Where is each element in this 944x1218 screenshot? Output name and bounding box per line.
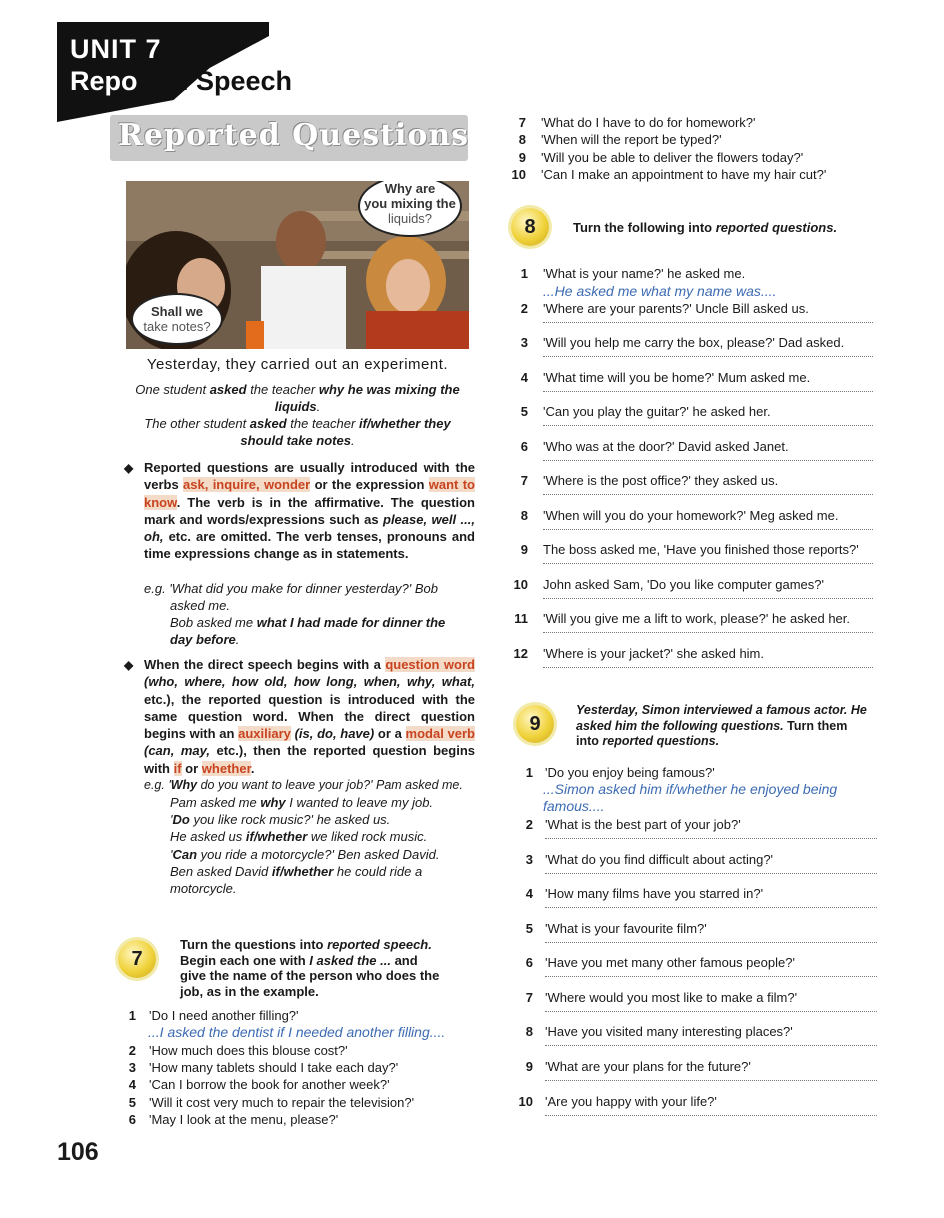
item-number: 6	[525, 955, 533, 970]
rule-1-example-4: day before.	[170, 632, 240, 647]
question-text: 'Do I need another filling?'	[149, 1008, 299, 1023]
answer-line[interactable]	[543, 322, 873, 323]
item-number: 10	[513, 577, 528, 592]
exercise-7-instruction: Turn the questions into reported speech. Begin each one with I asked the ... and give the name of the person who does the job, as in the example.	[180, 937, 440, 999]
answer-line[interactable]	[543, 391, 873, 392]
rule-1-example-3: Bob asked me what I had made for dinner the	[170, 615, 446, 630]
question-text: 'What is your favourite film?'	[545, 921, 707, 936]
item-number: 10	[518, 1094, 533, 1109]
item-number: 3	[520, 335, 528, 350]
item-number: 8	[520, 508, 528, 523]
question-text: 'What time will you be home?' Mum asked me.	[543, 370, 811, 385]
item-number: 7	[518, 115, 526, 130]
answer-line[interactable]	[545, 907, 877, 908]
exercise-8-instruction: Turn the following into reported questions.	[573, 220, 838, 235]
answer-line[interactable]	[545, 1080, 877, 1081]
question-text: 'What do I have to do for homework?'	[541, 115, 756, 130]
question-text: 'Who was at the door?' David asked Janet.	[543, 439, 789, 454]
photo-caption: Yesterday, they carried out an experiment.	[146, 356, 449, 373]
answer-line[interactable]	[543, 460, 873, 461]
intro-line-4: should take notes.	[240, 433, 355, 448]
answer-line[interactable]	[543, 632, 873, 633]
item-number: 9	[525, 1059, 533, 1074]
item-number: 3	[128, 1060, 136, 1075]
answer-line[interactable]	[545, 838, 877, 839]
rule-2: ◆ When the direct speech begins with a question word (who, where, how old, how long, when, why, what, etc.), the reported question is introduced with the same question word. When the direct question begins with an auxiliary (is, do, have) or a modal verb (can, may, etc.), then the reported question begins with if or whether.	[124, 657, 475, 776]
question-text: 'What is your name?' he asked me.	[543, 266, 746, 281]
question-text: 'Where is the post office?' they asked us.	[543, 473, 779, 488]
item-number: 5	[525, 921, 533, 936]
rule-2-example-6: Ben asked David if/whether he could ride a	[170, 864, 423, 879]
question-text: 'Can you play the guitar?' he asked her.	[543, 404, 771, 419]
item-number: 3	[525, 852, 533, 867]
item-number: 11	[514, 611, 528, 626]
item-number: 8	[525, 1024, 533, 1039]
item-number: 6	[128, 1112, 136, 1127]
question-text: 'Will you give me a lift to work, please?' he asked her.	[543, 611, 850, 626]
question-text: 'Where is your jacket?' she asked him.	[543, 646, 764, 661]
speech-bubble-left: Shall we take notes?	[131, 293, 223, 345]
question-text: The boss asked me, 'Have you finished those reports?'	[543, 542, 859, 557]
question-text: 'When will you do your homework?' Meg asked me.	[543, 508, 839, 523]
question-text: 'May I look at the menu, please?'	[149, 1112, 339, 1127]
answer-line[interactable]	[543, 529, 873, 530]
answer-line[interactable]	[543, 494, 873, 495]
item-number: 1	[520, 266, 528, 281]
rule-1-example-1: e.g. 'What did you make for dinner yesterday?' Bob	[144, 581, 439, 596]
answer-line[interactable]	[543, 598, 873, 599]
item-number: 1	[525, 765, 533, 780]
question-text: 'Do you enjoy being famous?'	[545, 765, 715, 780]
item-number: 9	[518, 150, 526, 165]
answer-line[interactable]	[545, 1011, 877, 1012]
item-number: 2	[128, 1043, 136, 1058]
unit-title: UNIT 7	[70, 34, 162, 64]
question-text: 'Will you be able to deliver the flowers today?'	[541, 150, 804, 165]
exercise-9-answer-line-1: ...Simon asked him if/whether he enjoyed being	[543, 781, 838, 797]
item-number: 7	[520, 473, 528, 488]
exercise-7-answer: ...I asked the dentist if I needed another filling....	[148, 1024, 446, 1040]
rule-2-example-5: 'Can you ride a motorcycle?' Ben asked David.	[170, 847, 440, 862]
question-text: 'Will it cost very much to repair the television?'	[149, 1095, 415, 1110]
item-number: 8	[518, 132, 526, 147]
question-text: 'Can I borrow the book for another week?'	[149, 1077, 390, 1092]
item-number: 6	[520, 439, 528, 454]
question-text: 'How many tablets should I take each day?'	[149, 1060, 399, 1075]
answer-line[interactable]	[545, 976, 877, 977]
diamond-bullet-icon: ◆	[124, 658, 134, 672]
question-text: 'Can I make an appointment to have my hair cut?'	[541, 167, 827, 182]
answer-line[interactable]	[545, 1045, 877, 1046]
rule-2-example-3: 'Do you like rock music?' he asked us.	[170, 812, 391, 827]
item-number: 4	[520, 370, 528, 385]
exercise-8-badge: 8	[511, 208, 549, 246]
question-text: 'Where are your parents?' Uncle Bill asked us.	[543, 301, 809, 316]
item-number: 2	[525, 817, 533, 832]
item-number: 5	[128, 1095, 136, 1110]
item-number: 2	[520, 301, 528, 316]
answer-line[interactable]	[545, 1115, 877, 1116]
rule-2-example-4: He asked us if/whether we liked rock music.	[170, 829, 428, 844]
question-text: John asked Sam, 'Do you like computer games?'	[543, 577, 824, 592]
question-text: 'Have you met many other famous people?'	[545, 955, 795, 970]
item-number: 12	[513, 646, 528, 661]
diamond-bullet-icon: ◆	[124, 461, 134, 475]
unit-subtitle: Reported Speech	[70, 66, 293, 96]
section-title: Reported Questions	[118, 118, 470, 153]
rule-2-example-2: Pam asked me why I wanted to leave my job.	[170, 795, 434, 810]
rule-2-example-1: e.g. 'Why do you want to leave your job?' Pam asked me.	[144, 778, 463, 792]
item-number: 9	[520, 542, 528, 557]
intro-line-1: One student asked the teacher why he was mixing the	[135, 382, 460, 397]
question-text: 'Will you help me carry the box, please?' Dad asked.	[543, 335, 845, 350]
answer-line[interactable]	[545, 873, 877, 874]
intro-line-3: The other student asked the teacher if/whether they	[144, 416, 451, 431]
question-text: 'Are you happy with your life?'	[545, 1094, 717, 1109]
question-text: 'Where would you most like to make a film?'	[545, 990, 798, 1005]
answer-line[interactable]	[543, 667, 873, 668]
page-number: 106	[57, 1138, 99, 1166]
answer-line[interactable]	[543, 425, 873, 426]
item-number: 1	[128, 1008, 136, 1023]
lab-photo	[126, 181, 469, 349]
question-text: 'What is the best part of your job?'	[545, 817, 741, 832]
answer-line[interactable]	[543, 563, 873, 564]
item-number: 4	[525, 886, 533, 901]
answer-line[interactable]	[545, 942, 877, 943]
speech-bubble-right: Why are you mixing the liquids?	[358, 181, 462, 237]
question-text: 'What do you find difficult about acting?'	[545, 852, 774, 867]
rule-1-example-2: asked me.	[170, 598, 230, 613]
item-number: 5	[520, 404, 528, 419]
exercise-9-answer-line-2: famous....	[543, 798, 605, 814]
intro-line-2: liquids.	[274, 399, 321, 414]
exercise-9-badge: 9	[516, 705, 554, 743]
answer-line[interactable]	[543, 356, 873, 357]
rule-1: ◆ Reported questions are usually introduced with the verbs ask, inquire, wonder or the expression want to know. The verb is in the affirmative. The question mark and words/expressions such as please, well ..., oh, etc. are omitted. The verb tenses, pronouns and time expressions change as in statements.	[124, 460, 475, 562]
exercise-7-badge: 7	[118, 940, 156, 978]
item-number: 10	[511, 167, 526, 182]
exercise-9-instruction: Yesterday, Simon interviewed a famous actor. He asked him the following questions. Turn them into reported questions.	[576, 703, 867, 748]
rule-2-example-7: motorcycle.	[170, 881, 237, 896]
exercise-8-answer: ...He asked me what my name was....	[543, 283, 777, 299]
question-text: 'What are your plans for the future?'	[545, 1059, 751, 1074]
question-text: 'Have you visited many interesting places?'	[545, 1024, 793, 1039]
question-text: 'How many films have you starred in?'	[545, 886, 764, 901]
item-number: 4	[128, 1077, 136, 1092]
item-number: 7	[525, 990, 533, 1005]
question-text: 'When will the report be typed?'	[541, 132, 722, 147]
question-text: 'How much does this blouse cost?'	[149, 1043, 348, 1058]
